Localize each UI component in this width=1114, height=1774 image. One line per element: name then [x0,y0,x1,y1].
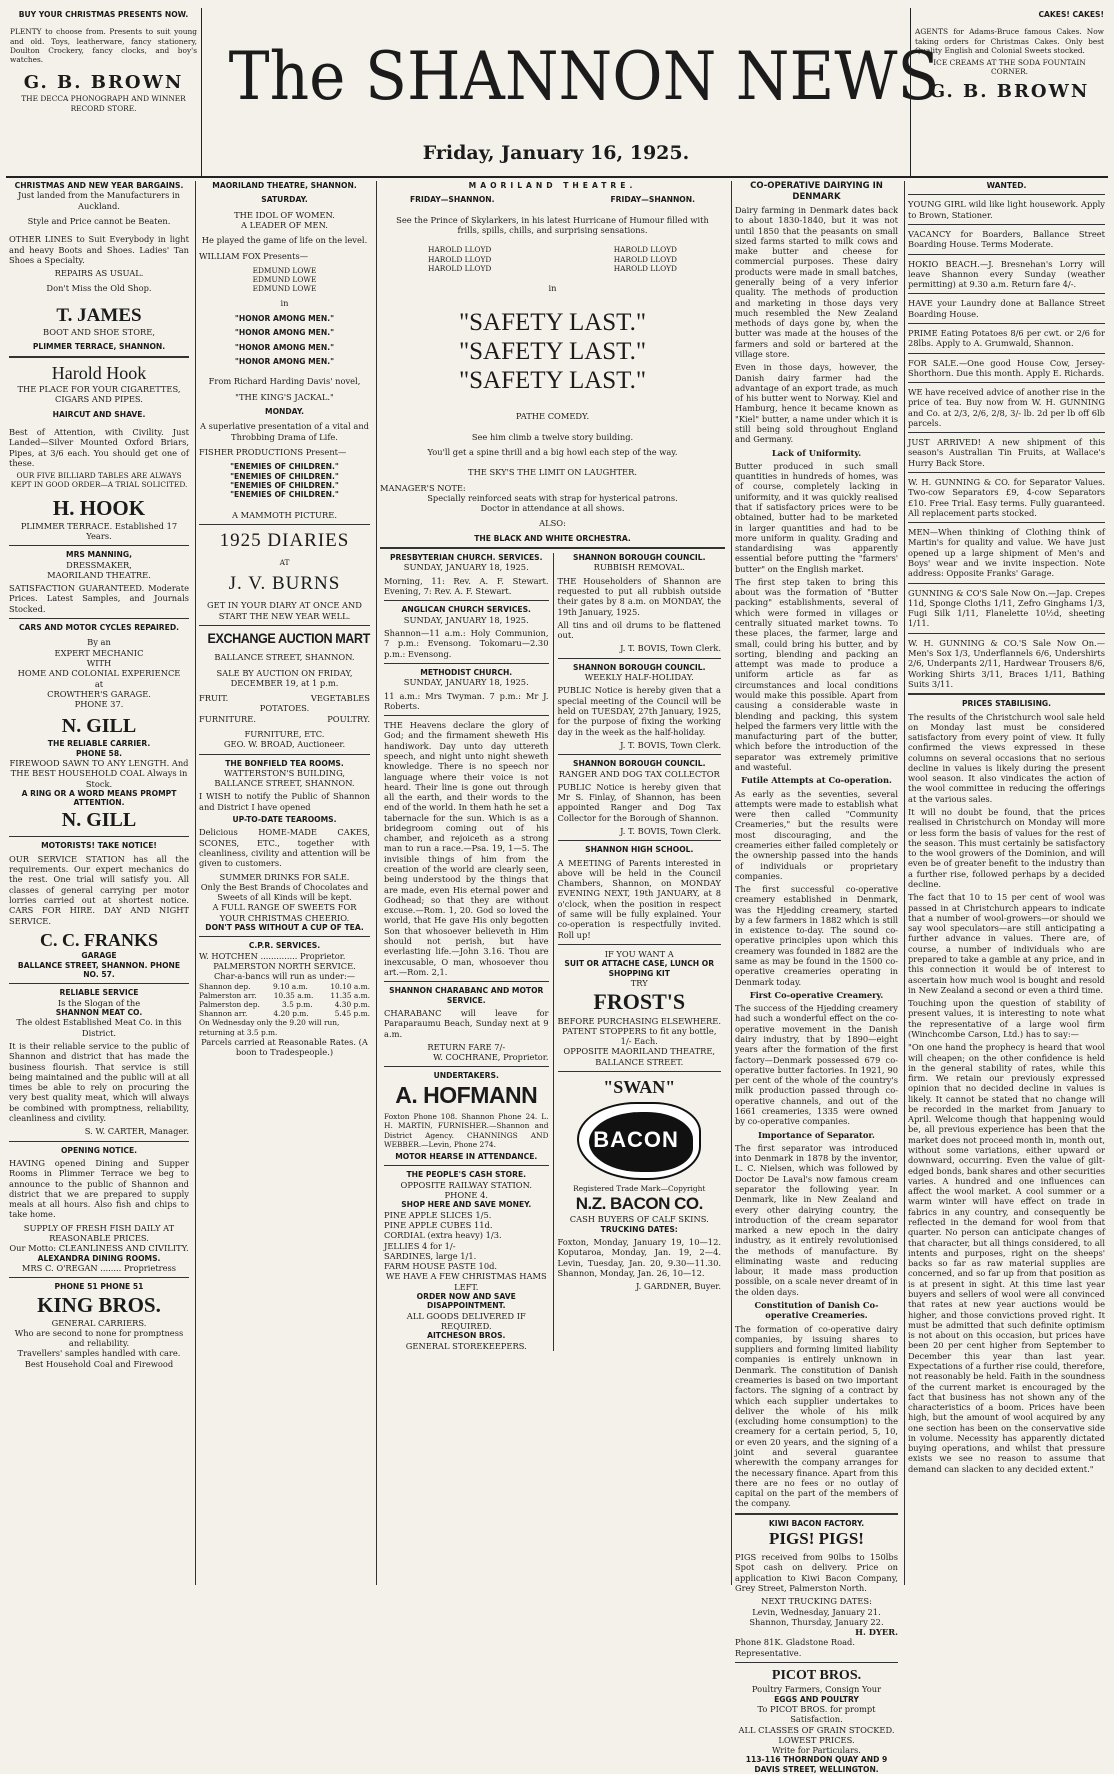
reg-mark: Registered Trade Mark—Copyright [573,1184,706,1194]
lloyd-r3: HAROLD LLOYD [613,263,677,273]
bonfield-heading: THE BONFIELD TEA ROOMS. [225,758,344,768]
cash-item-6: FARM HOUSE PASTE 10d. [384,1261,498,1272]
franks-name: C. C. FRANKS [39,929,158,950]
angl-body: Shannon—11 a.m.: Holy Communion, 7 p.m.: Evensong. Tokomaru—2.30 p.m.: Evensong. [384,628,549,659]
reliable-2: SHANNON MEAT CO. [55,1008,143,1018]
dairy-p7: The success of the Hjedding creamery had such a wonderful effect on the co-operative movement in the Danish dairy industry, that by 1890—eight years after the formation of the first factory—Denmark possessed 679 co-operative butter factories. In 1921, 90 per cent of the whole of the country's milk production passed through co-operative channels, and out of the 1661 creameries, 1335 were owned by co-operative companies. [735,1003,898,1127]
column-5 [904,181,1108,1585]
bonfield-body: I WISH to notify the Public of Shannon and District I have opened [199,791,370,812]
t0a: Shannon dep. [199,981,251,991]
king-body: Who are second to none for promptness and reliability. [14,1327,184,1349]
franks-addr: BALLANCE STREET, SHANNON. PHONE NO. 57. [17,960,181,979]
prices-heading: PRICES STABILISING. [961,699,1052,709]
dairy-p1: Dairy farming in Denmark dates back to about 1830-1840, but it was not until 1850 that the peasants on small sized farms started to milk cows and make butter and cheese for commercial purposes. These dairy products were made in small batches, generally being of a very inferior quality. The methods of production and marketing in those days very much resembled the New Zealand methods of days gone by, when the butter was made at the houses of the farmers and sold or bartered at the village store. [735,205,898,359]
calf-skins: CASH BUYERS OF CALF SKINS. [569,1214,709,1225]
from-novel: From Richard Harding Davis' novel, [208,376,361,387]
enemies-4: "ENEMIES OF CHILDREN." [230,490,339,500]
dairy-h4: Importance of Separator. [758,1129,875,1140]
manning-2: MAORILAND THEATRE. [47,569,151,580]
honor-3: "HONOR AMONG MEN." [234,342,335,352]
cash-item-3: CORDIAL (extra heavy) 1/3. [384,1230,502,1241]
kiwi-heading: KIWI BACON FACTORY. [768,1518,865,1528]
fisher: FISHER PRODUCTIONS Present— [199,446,347,457]
chara: Char-a-bancs will run as under:— [213,971,356,982]
burns-name: J. V. BURNS [228,572,341,594]
nz-bacon: N.Z. BACON CO. [575,1194,703,1214]
theatre2-sat: SATURDAY. [261,195,308,205]
masthead-rule [6,176,1108,178]
xmas-line-4: REPAIRS AS USUAL. [54,268,144,279]
col3-right [553,553,726,1351]
reliable-heading: RELIABLE SERVICE [59,988,139,998]
wanted-heading: WANTED. [986,181,1027,190]
poultry: POULTRY. [327,713,370,724]
boro3-body: PUBLIC Notice is hereby given that Mr S. Finlay, of Shannon, has been appointed Ranger and Dog Tax Collector for the Borough of Shannon. [557,781,721,823]
cash-item-5: SARDINES, large 1/1. [384,1250,477,1261]
heavens: THE Heavens declare the glory of God; and the firmament sheweth His handiwork. Day unto day uttereth speech, and night unto night sheweth knowledge. There is no speech nor language where their voice is not heard. Their line is gone out through all the earth, and their words to the end of the world. In them hath he set a tabernacle for the sun. Which is as a bridegroom coming out of his chamber, and rejoiceth as a strong man to run a race.—Psa. 19, 1—5. The invisible things of him from the creation of the world are clearly seen, being understood by the things that are made, even His eternal power and Godhead; so that they are without excuse.—Rom. 1, 20. God so loved the world, that He gave His only begotten Son that whosoever believeth in Him should not perish, but have everlasting life.—John 3.16. Thou are inexcusable, O man, whosoever thou art.—Rom. 2,1. [384,720,549,977]
prices-p3: The fact that 10 to 15 per cent of wool was passed in at Christchurch appears to indicate that a number of wool-growers—or should we say wool speculators—are still anticipating a further advance in values. There are, of course, a number of individuals who are prepared to take a gamble at any price, and in this connection it would be of interest to ascertain how much wool is bought and resold in New Zealand a second or even a third time. [908,892,1105,995]
wanted-5: PRIME Eating Potatoes 8/6 per cwt. or 2/6 for 28lbs. Apply to A. Grumwald, Shannon. [908,327,1105,349]
also: ALSO: [539,518,566,529]
range: A FULL RANGE OF SWEETS FOR YOUR CHRISTMAS CHEERIO. [212,902,357,923]
bovis-2: J. T. BOVIS, Town Clerk. [620,739,721,750]
manning-body: SATISFACTION GUARANTEED. Moderate Prices. Latest Samples, and Journals Stocked. [9,583,189,614]
boro2-body: PUBLIC Notice is hereby given that a special meeting of the Council will be held on TUESDAY, 27th January, 1925, for the purpose of fixing the working day in the week as the half-holiday. [557,685,721,737]
palm: PALMERSTON NORTH SERVICE. [213,961,356,972]
dairy-p3: Butter produced in such small quantities in hundreds of homes, was of course, completely lacking in uniformity, and it was quickly realised that if satisfactory prices were to be obtained, butter had to be marketed in larger quantities and had to be more uniform in quality. Grading and standardising was apparently essential before putting the "farmers' butter" on the English market. [735,460,898,574]
hofmann: A. HOFMANN [395,1081,538,1108]
kings-jackal: "THE KING'S JACKAL." [235,391,334,402]
enemies-3: "ENEMIES OF CHILDREN." [230,480,339,490]
james-name: T. JAMES [56,304,142,326]
lloyd-in: in [548,282,557,293]
bacon-logo-text: BACON [593,1127,679,1153]
spine: You'll get a spine thrill and a big howl each step of the way. [427,446,678,457]
suit-1: IF YOU WANT A [604,948,674,959]
t0c: 10.10 a.m. [330,981,370,991]
mgr-body: Specially reinforced seats with strap for hysterical patrons. Doctor in attendance at all shows. [427,492,678,514]
potatoes: POTATOES. [259,703,310,714]
opening-body: HAVING opened Dining and Supper Rooms in Plimmer Terrace we beg to announce to the public of Shannon and district that we are prepared to supply meals at all hours. Also fish and chips to take home. [9,1157,189,1220]
boro1-2: All tins and oil drums to be flattened out. [557,619,721,641]
opening-4: ALEXANDRA DINING ROOMS. [37,1253,161,1263]
picot-3: To PICOT BROS. for prompt Satisfaction. [757,1704,876,1725]
picot: PICOT BROS. [771,1667,862,1683]
king-sub: GENERAL CARRIERS. [51,1317,147,1328]
picot-2: EGGS AND POULTRY [774,1694,859,1704]
superlative: A superlative presentation of a vital and Throbbing Drama of Life. [200,421,369,442]
franks-sub: GARAGE [81,951,117,961]
diaries-title: 1925 DIARIES [219,530,350,552]
wanted-10: MEN—When thinking of Clothing think of Martin's for quality and value. We have just opened up a large shipment of Men's and Boys' wear and we invite inspection. Note address: Opposite Franks' Garage. [908,527,1105,579]
lowe-3: EDMUND LOWE [252,284,317,294]
dairy-h5: Constitution of Danish Co-operative Creameries. [754,1300,879,1321]
wanted-6: FOR SALE.—One good House Cow, Jersey-Shorthorn. Due this month. Apply E. Richards. [908,357,1105,378]
fox-presents: WILLIAM FOX Presents— [199,250,309,261]
bacon-pig-logo [577,1102,701,1180]
wanted-3: HOKIO BEACH.—J. Bresnehan's Lorry will leave Shannon every Sunday (weather permitting) at 9.30 a.m. Return fare 4/-. [908,258,1105,290]
trucking-3: TRUCKING DATES: [600,1224,678,1234]
boro3-heading: SHANNON BOROUGH COUNCIL. [573,759,706,769]
column-4 [731,181,901,1774]
uptodate: UP-TO-DATE TEAROOMS. [232,815,337,825]
kiwi-trucking: NEXT TRUCKING DATES: [761,1596,872,1607]
hook-body: Best of Attention, with Civility. Just Landed—Silver Mounted Oxford Briars, Pipes, at 3/6 each. You should get one of these. [9,427,189,469]
left-ear-ad [6,8,202,176]
xmas-line-1: Just landed from the Manufacturers in Auckland. [18,190,180,211]
column-1 [6,181,192,1585]
dairy-p4: The first step taken to bring this about was the formation of "Butter packing" establishments, several of which were formed in villages or centrally situated market towns. To these places, the farmer, large and small, could bring his butter, and by sorting, blending and packing an attempt was made to produce a uniform article as far as circumstances and local conditions would make this possible. Apart from causing a considerable waste in blending and packing, this system helped the farmers very little with the manufacturing part of the butter, which before the introduction of the separator was extremely primitive and wasteful. [735,576,898,772]
played: He played the game of life on the level. [201,235,368,246]
dairy-h2: Futile Attempts at Co-operation. [741,775,892,786]
king-name: KING BROS. [37,1292,161,1317]
wanted-4: HAVE your Laundry done at Ballance Street Boarding House. [908,298,1105,319]
cash-item-4: JELLIES 4 for 1/- [384,1240,456,1251]
parcels: Parcels carried at Reasonable Rates. (A boon to Tradespeople.) [201,1036,368,1057]
cash-item-1: PINE APPLE SLICES 1/5. [384,1209,492,1220]
orchestra: THE BLACK AND WHITE ORCHESTRA. [474,533,631,543]
presb-date: SUNDAY, JANUARY 18, 1925. [403,562,529,573]
cars-6: PHONE 37. [74,699,124,710]
hearse: MOTOR HEARSE IN ATTENDANCE. [395,1151,538,1161]
lowe-2: EDMUND LOWE [252,275,317,285]
motor-body: OUR SERVICE STATION has all the requirements. Our expert mechanics do the rest. One trial will satisfy you. All classes of general carrying per motor lorries carried out at shortest notice. CARS FOR HIRE. DAY AND NIGHT SERVICE. [9,853,189,926]
lloyd-r2: HAROLD LLOYD [613,254,677,264]
boro2-sub: WEEKLY HALF-HOLIDAY. [584,672,694,683]
gardner: J. GARDNER, Buyer. [635,1281,721,1292]
meth-body: 11 a.m.: Mrs Twyman. 7 p.m.: Mr J. Roberts. [384,690,549,711]
wanted-7: WE have received advice of another rise in the price of tea. Buy now from W. H. GUNNING and Co. at 2/3, 2/6, 2/8, 3/- lb. 2d per lb off 6lb parcels. [908,387,1105,428]
honor-2: "HONOR AMONG MEN." [234,328,335,338]
presb-heading: PRESBYTERIAN CHURCH. SERVICES. [389,553,543,563]
lloyd-r1: HAROLD LLOYD [613,245,677,255]
t1b: 10.35 a.m. [273,990,314,1000]
reliable-body: It is their reliable service to the public of Shannon and district that has made the business flourish. That service is still being maintained and the public will at all times be able to rely on procuring the very best quality meat, which will always be combined with promptness, reliability, cleanliness and civility. [9,1041,189,1124]
dairy-p9: The formation of co-operative dairy companies, by issuing shares to suppliers and forming limited liability companies is entirely unknown in Denmark. The constitution of Danish creameries is based on two important factors. The signing of a contract by which each supplier undertakes to deliver the whole of his milk (excluding home consumption) to the creamery for a certain period, 5, 10, or even 20 years, and the signing of a joint and several guarantee wherewith the company arranges for the necessary finance. Apart from this there are no fees or no outlay of capital on the part of the members of the company. [735,1323,898,1509]
try: TRY [630,977,648,988]
wed: On Wednesday only the 9.20 will run, returning at 3.5 p.m. [199,1018,340,1037]
t3a: Shannon arr. [199,1009,248,1019]
left-ear-tag: THE DECCA PHONOGRAPH AND WINNER RECORD STORE. [21,94,186,113]
honor-1: "HONOR AMONG MEN." [234,313,335,323]
billiards: OUR FIVE BILLIARD TABLES ARE ALWAYS KEPT IN GOOD ORDER—A TRIAL SOLICITED. [10,471,188,490]
masthead-area [6,8,1108,178]
safety-3: "SAFETY LAST." [458,366,647,394]
left-ear-name: G. B. BROWN [23,72,184,94]
fri-right: FRIDAY—SHANNON. [610,195,695,205]
opening-2: SUPPLY OF FRESH FISH DAILY AT REASONABLE PRICES. [23,1222,175,1243]
right-ear-ad [910,8,1108,176]
aitcheson-sub: GENERAL STOREKEEPERS. [405,1340,527,1351]
burns-body: GET IN YOUR DIARY AT ONCE AND START THE NEW YEAR WELL. [207,600,362,621]
t0b: 9.10 a.m. [272,981,308,991]
column-3 [376,181,728,1585]
cars-2: WITH [86,658,112,669]
presb-body: Morning, 11: Rev. A. F. Stewart. Evening, 7: Rev. A. F. Stewart. [384,575,549,597]
meth-heading: METHODIST CHURCH. [420,667,513,677]
manning-1: DRESSMAKER, [66,559,132,570]
wanted-12: W. H. GUNNING & CO.'S Sale Now On.—Men's Sox 1/3, Underflannels 6/6, Undershirts 2/6, Underpants 2/11, Hardwear Trousers 8/6, Working Shirts 3/11, Braces 1/11, Bathing Suits 3/11. [908,637,1105,689]
cash-3: WE HAVE A FEW CHRISTMAS HAMS LEFT. [385,1271,547,1292]
prices-p2: It will no doubt be found, that the prices realised in Christchurch on Monday will more or less form the basis of values for the rest of the season. This must certainly be satisfactory to the wool growers of the Dominion, and will even be of greater benefit to the industry than a further rise, followed perhaps by a decided decline. [908,807,1105,889]
boro2-heading: SHANNON BOROUGH COUNCIL. [573,662,706,672]
t1c: 11.35 a.m. [330,990,370,1000]
aitcheson: AITCHESON BROS. [427,1331,506,1341]
king-phone: PHONE 51 PHONE 51 [54,1282,144,1292]
col3-split [380,553,725,1351]
kiwi-truck-body: Levin, Wednesday, January 21. Shannon, Thursday, January 22. [749,1606,884,1627]
cars-4: at [94,678,104,689]
james-sub: BOOT AND SHOE STORE, [43,327,155,338]
hotchen: W. HOTCHEN .............. Proprietor. [199,950,346,961]
lloyd-l3: HAROLD LLOYD [428,263,492,273]
delicious: Delicious HOME-MADE CAKES, SCONES, ETC., together with cleanliness, civility and attention will be given to customers. [199,827,370,869]
xmas-line-5: Don't Miss the Old Shop. [46,283,152,294]
reliable-1: Is the Slogan of the [57,997,141,1008]
cars-by: By an [87,637,111,648]
truck-body-3: Foxton, Monday, January 19, 10—12. Koputaroa, Monday, Jan. 19, 2—4. Levin, Tuesday, Jan. 20, 9.30—11.30. Shannon, Monday, Jan. 26, 10—12. [557,1237,721,1278]
reliable-sig: S. W. CARTER, Manager. [84,1126,189,1137]
angl-heading: ANGLICAN CHURCH SERVICES. [401,605,531,615]
chara-body: CHARABANC will leave for Paraparaumu Beach, Sunday next at 9 a.m. [384,1007,549,1039]
boro1-body: THE Householders of Shannon are requested to put all rubbish outside their gates by 8 a.m. on MONDAY, the 19th January, 1925. [557,575,721,617]
wanted-11: GUNNING & CO'S Sale Now On.—Jap. Crepes 11d, Sponge Cloths 1/11, Zefro Ginghams 1/3, Fugi Silk 1/11, Flanelette 10½d, sheeting 1/11. [908,587,1105,629]
left-ear-body: PLENTY to choose from. Presents to suit young and old. Toys, leatherware, fancy stationery, Doulton Crockery, fancy clocks, and boy's watches. [10,27,197,64]
dairy-h3: First Co-operative Creamery. [749,989,884,1000]
lloyd-l1: HAROLD LLOYD [428,245,492,255]
lowe-1: EDMUND LOWE [252,265,317,275]
prices-p5: "On one hand the prophecy is heard that wool will cheapen; on the other confidence is held in the general stability of rates, while this firm. We retain our previously expressed opinion that no decided decline in values is likely. It cannot be stated that no change will be recorded in the market from January to April. Welcome though that happening would be, all previous experience has been that the market does not proceed month in, month out, without some variations, either upward or downward, occurring. Even the value of gilt-edged bonds, bank shares and other securities varies. A hundred and one influences can affect the wool market. A cool summer or a warm winter will have effect on trade in fabrics in any country, and consequently be reflected in the demand for wool from that quarter. No person can anticipate changes of that character, but all things considered, to all intents and purposes, right on the sheeps' backs so far as raw material supplies are concerned, and so far up from that position as is at present in sight. At this time last year buyers and sellers of wool were all convinced that rates at new year auctions would be higher, and those convictions proved right. It must be admitted that such definite optimism is not about on this occasion, but prices have been 20 per cent higher from September to December this year than last year. Expectations of a further rise could, therefore, not reasonably be held. Faith in the soundness of the current market is encouraged by the fact that business has not shown any of the characteristics of a boom. Prices have been high, but the amount of wool acquired by any one section has been on the conservative side in volume. Necessity has apparently dictated buying operations, and whilst that pressure exists we see no reason to assume that demand can slacken to any decided extent." [908,1042,1105,1474]
before: BEFORE PURCHASING ELSEWHERE. [557,1015,721,1026]
enemies-1: "ENEMIES OF CHILDREN." [230,462,339,472]
right-ear-heading: CAKES! CAKES! [1038,10,1104,19]
boro3-sub: RANGER AND DOG TAX COLLECTOR [558,768,720,779]
fruit: FRUIT. [199,693,229,704]
wanted-8: JUST ARRIVED! A new shipment of this season's Australian Tin Fruits, at Wallace's Hurry Back Store. [908,437,1105,468]
opening-heading: OPENING NOTICE. [60,1145,138,1155]
dairy-h1: Lack of Uniformity. [771,447,862,458]
gill-phone: PHONE 58. [75,748,122,758]
pigs: PIGS! PIGS! [769,1529,864,1549]
monday: MONDAY. [265,406,304,416]
furniture: FURNITURE. [199,713,257,724]
motor-heading: MOTORISTS! TAKE NOTICE! [41,841,157,851]
cars-3: HOME AND COLONIAL EXPERIENCE [17,668,181,679]
dyer-body: Phone 81K. Gladstone Road. Representative. [735,1637,855,1658]
reliable-3: The oldest Established Meat Co. in this District. [16,1017,182,1038]
xmas-line-2: Style and Price cannot be Beaten. [27,215,171,226]
climb: See him climb a twelve story building. [471,431,634,442]
cash-2: SHOP HERE AND SAVE MONEY. [401,1200,532,1210]
hofmann-body: Foxton Phone 108. Shannon Phone 24. L. H. MARTIN, FURNISHER.—Shannon and District Agency. CHANNINGS AND WEBBER.—Levin, Phone 274. [384,1112,549,1149]
bovis-3: J. T. BOVIS, Town Clerk. [620,825,721,836]
patent: PATENT STOPPERS to fit any bottle, 1/- Each. [562,1025,717,1047]
safety-1: "SAFETY LAST." [458,309,647,337]
dairy-p5: As early as the seventies, several attempts were made to establish what were then called "Community Creameries," but the results were most discouraging, and the creameries either failed completely or the ownership passed into the hands of individuals or proprietary companies. [735,788,898,881]
hs-body: A MEETING of Parents interested in above will be held in the Council Chambers, Shannon, on MONDAY EVENING NEXT, 19th JANUARY, at 8 o'clock, when the position in respect of same will be fully explained. Your co-operation is respectfully invited. Roll up! [557,857,721,940]
left-ear-heading: BUY YOUR CHRISTMAS PRESENTS NOW. [18,10,189,19]
idol-2: A LEADER OF MEN. [241,220,328,231]
picot-1: Poultry Farmers, Consign Your [751,1684,882,1695]
summer: SUMMER DRINKS FOR SALE. [219,871,350,882]
boro1-sub: RUBBISH REMOVAL. [593,562,685,573]
lloyd-l2: HAROLD LLOYD [428,254,492,264]
pathe: PATHE COMEDY. [515,411,590,422]
column-2 [195,181,373,1585]
gill2-name: N. GILL [61,808,137,831]
picot-5: LOWEST PRICES. [778,1734,855,1745]
cars-1: EXPERT MECHANIC [54,647,144,658]
col3-left [380,553,553,1351]
gill-ring: A RING OR A WORD MEANS PROMPT ATTENTION. [21,788,177,808]
gill-name: N. GILL [61,715,137,738]
prince: See the Prince of Skylarkers, in his latest Hurricane of Humour filled with frills, spills, chills, and surprising sensations. [396,214,709,236]
james-addr: PLIMMER TERRACE, SHANNON. [32,342,166,352]
cars-heading: CARS AND MOTOR CYCLES REPAIRED. [18,623,180,633]
fri-left: FRIDAY—SHANNON. [410,195,495,205]
right-ear-name: G. B. BROWN [929,81,1090,103]
cash-4: ORDER NOW AND SAVE DISAPPOINTMENT. [416,1292,516,1311]
right-ear-body: AGENTS for Adams-Bruce famous Cakes. Now taking orders for Christmas Cakes. Only best Quality English and Colonial Sweets stocked. [915,27,1104,55]
diaries-at: AT [279,557,290,567]
frosts: FROST'S [593,989,686,1015]
dairy-p2: Even in those days, however, the Danish dairy farmer had the advantage of an export trade, as much of his butter went to Norway. Kiel and Hamburg, hence it became known as "Kiel" butter, a name under which it is still being sold throughout England and Germany. [735,362,898,445]
enemies-2: "ENEMIES OF CHILDREN." [230,471,339,481]
right-ear-ice: ICE CREAMS AT THE SODA FOUNTAIN CORNER. [933,57,1086,77]
broad-sig: GEO. W. BROAD, Auctioneer. [223,739,346,750]
return-fare: RETURN FARE 7/- [427,1041,506,1052]
opening-3: Our Motto: CLEANLINESS AND CIVILITY. [9,1243,189,1254]
dairy-p8: The first separator was introduced into Denmark in 1878 by the inventor, L. C. Nielsen, which was followed by Doctor De Laval's now famous cream separator the following year. In Denmark, like in New Zealand and every other dairying country, the introduction of the cream separator marked a new epoch in the dairy industry, as it entirely revolutionised the methods of manufacture. By eliminating waste and reducing labour, it made mass production possible, on a scale never dreamt of in the olden days. [735,1142,898,1297]
hook-sub: THE PLACE FOR YOUR CIGARETTES, CIGARS AND PIPES. [17,384,181,405]
haircut: HAIRCUT AND SHAVE. [52,409,146,419]
king-3: Best Household Coal and Firewood [24,1358,174,1369]
picot-7: 113-116 THORNDON QUAY AND 9 DAVIS STREET, WELLINGTON. [745,1755,888,1774]
swan: "SWAN" [603,1076,676,1097]
gill-body: FIREWOOD SAWN TO ANY LENGTH. And THE BEST HOUSEHOLD COAL Always in Stock. [9,758,189,789]
cpr-heading: C.P.R. SERVICES. [248,941,321,951]
mammoth: A MAMMOTH PICTURE. [232,509,337,520]
meth-date: SUNDAY, JANUARY 18, 1925. [403,677,529,688]
cars-5: CROWTHER'S GARAGE. [47,688,151,699]
wanted-2: VACANCY for Boarders, Ballance Street Boarding House. Terms Moderate. [908,228,1105,250]
dairy-p6: The first successful co-operative creamery established in Denmark, was the Hjedding creamery, started by a few farmers in 1882 which is still in existence to-day. The sound co-operative principles upon which this creamery was founded in 1882 are the same as may be found in the 1500 co-operative creameries operating in Denmark today. [735,884,898,987]
hook2-name: H. HOOK [52,495,146,520]
theatre2-heading: MAORILAND THEATRE, SHANNON. [212,181,357,190]
undertakers: UNDERTAKERS. [433,1071,499,1081]
opp: OPPOSITE MAORILAND THEATRE, BALLANCE STREET. [563,1046,716,1067]
ballance: BALLANCE STREET, SHANNON. [214,652,355,663]
picot-4: ALL CLASSES OF GRAIN STOCKED. [738,1724,895,1735]
chara-heading: SHANNON CHARABANC AND MOTOR SERVICE. [389,986,544,1005]
angl-date: SUNDAY, JANUARY 18, 1925. [403,614,529,625]
gill-sub: THE RELIABLE CARRIER. [47,739,151,749]
furniture-etc: FURNITURE, ETC. [244,728,325,739]
t2b: 3.5 p.m. [282,999,313,1009]
hs-heading: SHANNON HIGH SCHOOL. [585,845,694,855]
dairy-title: CO-OPERATIVE DAIRYING IN DENMARK [750,181,883,202]
king-2: Travellers' samples handled with care. [17,1348,181,1359]
cash-5: ALL GOODS DELIVERED IF REQUIRED. [406,1310,526,1332]
t1a: Palmerston arr. [199,990,257,1000]
bovis-1: J. T. BOVIS, Town Clerk. [620,643,721,654]
cash-1: OPPOSITE RAILWAY STATION. PHONE 4. [400,1179,532,1201]
dyer: H. DYER. [855,1627,898,1638]
xmas-line-3: OTHER LINES to Suit Everybody in light and heavy Boots and Shoes. Ladies' Tan Shoes a Specialty. [9,234,189,265]
hook2-sub: PLIMMER TERRACE. Established 17 Years. [20,520,178,541]
theatre3-heading: MAORILAND THEATRE. [468,181,637,190]
sale: SALE BY AUCTION ON FRIDAY, DECEMBER 19, at 1 p.m. [216,667,353,688]
idol-1: THE IDOL OF WOMEN. [234,209,335,220]
mgr-note: MANAGER'S NOTE: [380,482,466,493]
cash-heading: THE PEOPLE'S CASH STORE. [406,1170,527,1180]
wanted-1: YOUNG GIRL wild like light housework. Apply to Brown, Stationer. [908,199,1105,220]
dont-pass: DON'T PASS WITHOUT A CUP OF TEA. [205,922,364,932]
prices-p1: The results of the Christchurch wool sale held on Monday last must be considered satisfactory from every point of view. It fully confirmed the views expressed in these columns on several occasions that no serious decline in values is likely during the present wool season. It also vindicates the action of the wool committee in reducing the offerings at the various sales. [908,711,1105,804]
safety-2: "SAFETY LAST." [458,337,647,365]
honor-4: "HONOR AMONG MEN." [234,356,335,366]
cash-item-2: PINE APPLE CUBES 11d. [384,1220,493,1231]
opening-5: MRS C. O'REGAN ........ Proprietress [21,1262,177,1273]
picot-6: Write for Particulars. [772,1745,861,1756]
lowe-in: in [280,298,289,309]
masthead-title: The SHANNON NEWS [228,38,940,115]
t3b: 4.20 p.m. [273,1009,309,1019]
kiwi-body: PIGS received from 90lbs to 150lbs Spot cash on delivery. Price on application to Kiwi Bacon Company, Grey Street, Palmerston North. [735,1552,898,1593]
masthead-date: Friday, January 16, 1925. [422,142,690,164]
exchange-title: EXCHANGE AUCTION MART [207,629,370,646]
sky: THE SKY'S THE LIMIT ON LAUGHTER. [468,467,637,478]
only: Only the Best Brands of Chocolates and Sweets of all Kinds will be kept. [200,881,369,903]
boro1-heading: SHANNON BOROUGH COUNCIL. [573,553,706,563]
prices-p4: Touching upon the question of stability of present values, it is interesting to note what the representative of a large wool firm (Winchcombe Carson, Ltd.) has to say:— [908,998,1105,1039]
xmas-heading: CHRISTMAS AND NEW YEAR BARGAINS. [14,181,184,190]
t3c: 5.45 p.m. [334,1009,370,1019]
bonfield-1: WATTERSTON'S BUILDING, BALLANCE STREET, SHANNON. [214,767,355,789]
suit-2: SUIT OR ATTACHE CASE, LUNCH OR SHOPPING KIT [564,959,715,978]
veg: VEGETABLES [310,693,370,704]
masthead [204,8,940,176]
t2a: Palmerston dep. [199,999,260,1009]
manning-heading: MRS MANNING, [66,550,132,560]
hook-name: Harold Hook [51,362,147,383]
cochrane: W. COCHRANE, Proprietor. [433,1052,549,1063]
t2c: 4.30 p.m. [334,999,370,1009]
wanted-9: W. H. GUNNING & CO. for Separator Values. Two-cow Separators £9, 4-cow Separators £10. Free Trial. Easy terms. Fully guaranteed. All replacement parts stocked. [908,477,1105,518]
